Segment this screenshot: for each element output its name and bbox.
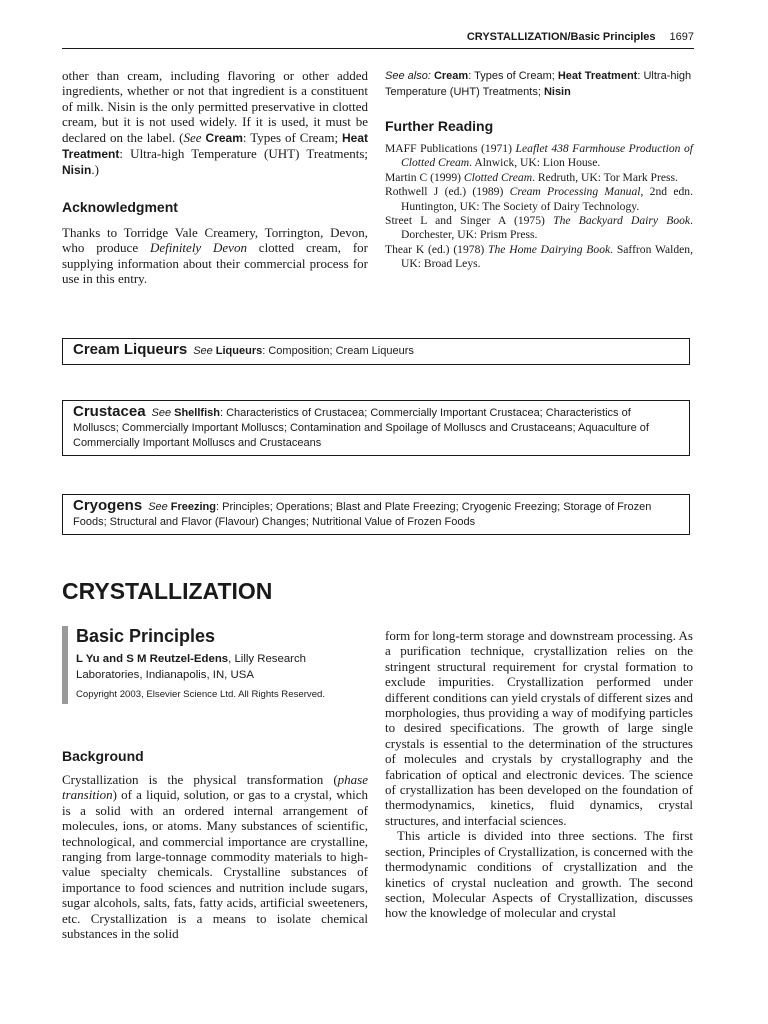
xref-entry-title: Cream Liqueurs <box>73 341 188 358</box>
text: Crystallization is the physical transformation ( <box>62 772 338 787</box>
background-heading: Background <box>62 748 144 764</box>
article-paragraph: form for long-term storage and downstream processing. As a purification technique, crystallization relies on the stringent structural requirement for crystal formation to exclude impurities. Crystallization performed under different conditions can yield crystals of different sizes and morphologies, thus providing a way of modifying particles to desired specifications. The growth of large single crystals is essential to the determination of the structures of molecules and crystals by crystallography and the fabrication of optical and electronic devices. The science of crystallization has been developed on the foundation of thermodynamics, kinetics, fluid dynamics, crystal structures, and interfacial sciences. <box>385 628 693 828</box>
xref-topics: : Characteristics of Crustacea; Commercially Important Crustacea; Characteristics of Molluscs; Commercially Important Molluscs; Contamination and Spoilage of Molluscs and Crustaceans; Aquaculture of Commercially Important Molluscs and Crustaceans <box>73 407 649 449</box>
article-title: CRYSTALLIZATION <box>62 578 273 604</box>
ref-publisher: . Saffron Walden, UK: Broad Leys. <box>401 242 693 271</box>
xref-heat-treatment: Heat Treatment <box>557 70 638 82</box>
affiliation: , Lilly Research Laboratories, Indianapolis, IN, USA <box>76 653 306 681</box>
ref-title: Cream Processing Manual <box>509 185 641 199</box>
reference-item <box>385 171 693 185</box>
see-text: See <box>148 501 168 513</box>
copyright: Copyright 2003, Elsevier Science Ltd. All Rights Reserved. <box>76 689 326 700</box>
acknowledgment-paragraph <box>62 225 368 287</box>
ref-author: Martin C (1999) <box>385 170 464 184</box>
further-reading-heading: Further Reading <box>385 118 494 134</box>
xref-entry-title: Crustacea <box>73 403 146 420</box>
clotted-cream-paragraph <box>62 68 368 179</box>
xref-nisin: Nisin <box>62 163 92 178</box>
ref-title: Leaflet 438 Farmhouse Production of Clotted Cream <box>401 142 694 170</box>
text: Thanks to Torridge Vale Creamery, Torrington, Devon, who produce <box>62 224 368 256</box>
text: ) of a liquid, solution, or gas to a crystal, which is a solid with an ordered internal arrangement of molecules, ions, or atoms. Many substances of scientific, technological, and commercial importance are crystalline, ranging from large-tonnage commodity materials to high-value specialty chemicals. Crystalline substances of importance to food sciences and nutrition include sugars, sugar alcohols, salts, fats, fatty acids, artificial sweeteners, etc. Crystallization is a means to isolate chemical substances in the solid <box>62 787 368 942</box>
ref-author: Rothwell J (ed.) (1989) <box>385 185 510 199</box>
xref-cream: Cream <box>433 70 469 82</box>
xref-box-crustacea <box>62 400 690 456</box>
running-head-title: CRYSTALLIZATION/Basic Principles <box>466 31 656 43</box>
ref-title: The Backyard Dairy Book <box>553 214 691 228</box>
text: clotted cream, for supplying information about their commercial process for use in this entry. <box>62 240 369 287</box>
left-top-column <box>62 68 368 286</box>
article-paragraph: This article is divided into three sections. The first section, Principles of Crystallization, is concerned with the thermodynamic conditions of crystallization and the kinetics of crystal nucleation and growth. The second section, Molecular Aspects of Crystallization, discusses how the knowledge of molecular and crystal <box>385 828 693 921</box>
ref-publisher: . Dorchester, UK: Prism Press. <box>401 214 693 242</box>
see-also <box>385 68 693 100</box>
article-right-column <box>385 628 693 921</box>
text: : Ultra-high Temperature (UHT) Treatments; <box>119 146 368 162</box>
xref-box-cryogens <box>62 494 690 535</box>
reference-item <box>385 142 693 171</box>
page-number: 1697 <box>669 31 694 43</box>
background-section <box>62 748 368 941</box>
ref-author: Thear K (ed.) (1978) <box>385 242 489 256</box>
ref-publisher: . Alnwick, UK: Lion House. <box>469 156 601 170</box>
ref-author: MAFF Publications (1971) <box>385 142 516 155</box>
ref-publisher: , 2nd edn. Huntington, UK: The Society of Dairy Technology. <box>401 185 693 213</box>
xref-entry-title: Cryogens <box>73 497 143 514</box>
reference-item <box>385 243 693 272</box>
ref-publisher: . Redruth, UK: Tor Mark Press. <box>532 170 678 184</box>
text: .) <box>91 162 99 178</box>
ref-title: Clotted Cream <box>463 170 533 184</box>
acknowledgment-heading: Acknowledgment <box>62 198 178 215</box>
authors <box>76 651 368 683</box>
text: : Types of Cream; <box>468 70 558 82</box>
product-name: Definitely Devon <box>149 240 247 256</box>
byline-block <box>62 626 368 704</box>
running-head <box>62 30 694 49</box>
xref-box-cream-liqueurs <box>62 338 690 365</box>
reference-item <box>385 185 693 214</box>
text: : Ultra-high Temperature (UHT) Treatments; <box>385 70 692 98</box>
see-text: See <box>183 129 202 145</box>
ref-author: Street L and Singer A (1975) <box>385 214 554 228</box>
xref-topics: : Composition; Cream Liqueurs <box>262 345 414 357</box>
xref-heat-treatment: Heat Treatment <box>62 130 369 162</box>
see-text: See <box>151 407 172 419</box>
article-subtitle: Basic Principles <box>76 626 216 646</box>
xref-topics: : Principles; Operations; Blast and Plate Freezing; Cryogenic Freezing; Storage of Frozen Foods; Structural and Flavor (Flavour) Changes; Nutritional Value of Frozen Foods <box>73 501 652 528</box>
ref-title: The Home Dairying Book <box>488 242 611 256</box>
see-text: See <box>193 345 213 357</box>
xref-target: Liqueurs <box>215 345 263 357</box>
author-names: L Yu and S M Reutzel-Edens <box>76 653 229 665</box>
emphasis: phase transition <box>62 772 368 803</box>
text: : Types of Cream; <box>242 129 342 145</box>
see-also-label: See also: <box>385 70 431 82</box>
text: other than cream, including flavoring or other added ingredients, whether or not that ingredient is a constituent of milk. Nisin is the only permitted preservative in clotted cream, but it is not used widely. If it is used, it must be declared on the label. ( <box>62 68 368 145</box>
reference-list <box>385 142 693 272</box>
background-paragraph <box>62 772 368 941</box>
xref-nisin: Nisin <box>543 86 571 98</box>
xref-cream: Cream <box>205 130 243 145</box>
reference-item <box>385 214 693 243</box>
xref-target: Freezing <box>170 501 216 513</box>
xref-target: Shellfish <box>174 407 220 419</box>
right-top-column <box>385 68 693 272</box>
